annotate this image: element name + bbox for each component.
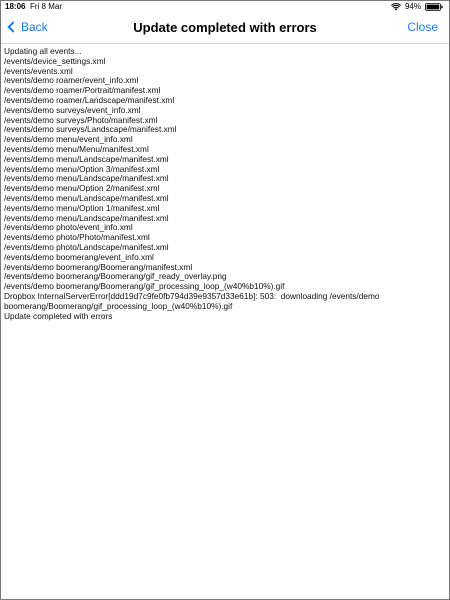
log-line: /events/demo menu/Menu/manifest.xml: [4, 143, 149, 154]
back-button-label: Back: [21, 20, 48, 34]
log-line: /events/demo boomerang/Boomerang/manifest.xml: [4, 261, 193, 272]
status-time: 18:06: [5, 2, 26, 11]
log-line: /events/demo roamer/event_info.xml: [4, 75, 139, 86]
log-line: /events/demo menu/Landscape/manifest.xml: [4, 212, 169, 223]
log-line: /events/events.xml: [4, 65, 73, 76]
navigation-bar: [1, 13, 449, 44]
log-line: /events/demo photo/Photo/manifest.xml: [4, 232, 150, 243]
page-title: Update completed with errors: [133, 20, 317, 35]
status-date: Fri 8 Mar: [30, 2, 62, 11]
log-line: /events/demo menu/Option 2/manifest.xml: [4, 183, 160, 194]
log-line: Dropbox InternalServerError[ddd19d7c9fe0fb794d39e9357d33e61b]: 503: downloading /events/demo boomerang/Boomerang/gif_processing_loop_(w40%b10%).gif: [4, 290, 382, 311]
log-line: /events/demo menu/Option 1/manifest.xml: [4, 202, 160, 213]
log-line: /events/demo roamer/Landscape/manifest.xml: [4, 94, 175, 105]
log-line: /events/demo boomerang/Boomerang/gif_ready_overlay.png: [4, 271, 227, 282]
log-line: /events/demo menu/Landscape/manifest.xml: [4, 192, 169, 203]
close-button[interactable]: Close: [407, 20, 438, 34]
wifi-icon: [391, 3, 401, 11]
log-line: Update completed with errors: [4, 310, 113, 321]
log-line: /events/demo roamer/Portrait/manifest.xml: [4, 85, 161, 96]
status-indicators: [391, 1, 443, 13]
update-log: [4, 47, 443, 595]
log-line: /events/demo menu/Option 3/manifest.xml: [4, 163, 160, 174]
log-line: /events/demo menu/Landscape/manifest.xml: [4, 173, 169, 184]
log-line: /events/demo surveys/Photo/manifest.xml: [4, 114, 158, 125]
log-line: /events/demo boomerang/Boomerang/gif_processing_loop_(w40%b10%).gif: [4, 281, 285, 292]
battery-icon: [425, 3, 443, 11]
battery-percent: 94%: [404, 2, 421, 11]
log-line: /events/demo surveys/Landscape/manifest.xml: [4, 124, 177, 135]
log-line: /events/device_settings.xml: [4, 55, 106, 66]
log-line: /events/demo photo/Landscape/manifest.xml: [4, 241, 169, 252]
log-line: Updating all events...: [4, 46, 82, 56]
log-line: /events/demo menu/Landscape/manifest.xml: [4, 153, 169, 164]
log-line: /events/demo photo/event_info.xml: [4, 222, 133, 233]
log-line: /events/demo boomerang/event_info.xml: [4, 251, 154, 262]
status-bar: [1, 1, 449, 13]
log-line: /events/demo surveys/event_info.xml: [4, 104, 141, 115]
log-line: /events/demo menu/event_info.xml: [4, 134, 133, 145]
